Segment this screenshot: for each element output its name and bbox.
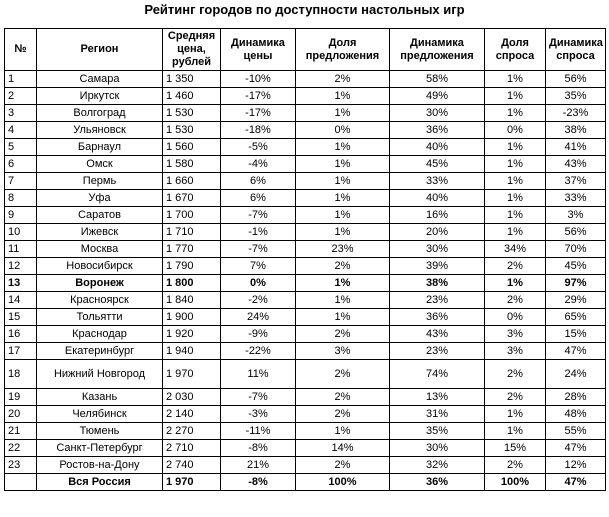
cell-region: Санкт-Петербург [37,440,163,457]
cell-price: 1 790 [163,258,221,275]
header-price-dynamics: Динамика цены [221,29,296,71]
cell-price-dynamics: 21% [221,457,296,474]
cell-price-dynamics: -7% [221,241,296,258]
table-row [5,156,606,173]
header-row [5,29,606,71]
cell-demand-share: 2% [485,292,546,309]
cell-demand-dynamics: 47% [546,474,606,491]
cell-supply-share: 1% [296,224,390,241]
cell-supply-dynamics: 36% [390,122,485,139]
cell-demand-dynamics: 48% [546,406,606,423]
cell-num: 12 [5,258,37,275]
cell-region: Воронеж [37,275,163,292]
cell-region: Саратов [37,207,163,224]
cell-supply-share: 1% [296,275,390,292]
cell-demand-share: 1% [485,423,546,440]
cell-price: 1 800 [163,275,221,292]
cell-region: Уфа [37,190,163,207]
cell-supply-dynamics: 38% [390,275,485,292]
table-row [5,105,606,122]
table-row [5,343,606,360]
cell-price: 1 530 [163,105,221,122]
cell-demand-dynamics: 38% [546,122,606,139]
cell-supply-dynamics: 40% [390,190,485,207]
cell-demand-share: 1% [485,207,546,224]
cell-demand-share: 0% [485,309,546,326]
cell-price: 2 140 [163,406,221,423]
cell-demand-dynamics: 33% [546,190,606,207]
cell-supply-share: 14% [296,440,390,457]
cell-price-dynamics: -17% [221,105,296,122]
cell-region: Вся Россия [37,474,163,491]
cell-price-dynamics: -10% [221,71,296,88]
cell-num: 18 [5,360,37,389]
cell-supply-share: 1% [296,309,390,326]
cell-region: Ижевск [37,224,163,241]
cell-price-dynamics: -18% [221,122,296,139]
cell-num: 20 [5,406,37,423]
cell-demand-dynamics: 35% [546,88,606,105]
cell-price-dynamics: -8% [221,474,296,491]
table-row [5,423,606,440]
table-row [5,241,606,258]
cell-supply-share: 1% [296,190,390,207]
cell-supply-share: 23% [296,241,390,258]
cell-region: Волгоград [37,105,163,122]
cell-region: Челябинск [37,406,163,423]
table-row [5,173,606,190]
cell-num: 3 [5,105,37,122]
cell-supply-share: 3% [296,343,390,360]
cell-demand-share: 1% [485,275,546,292]
cell-region: Иркутск [37,88,163,105]
cell-supply-share: 2% [296,326,390,343]
cell-num [5,474,37,491]
table-row [5,389,606,406]
cell-supply-share: 1% [296,207,390,224]
table-row [5,457,606,474]
cell-demand-dynamics: 97% [546,275,606,292]
cell-region: Ульяновск [37,122,163,139]
cell-supply-dynamics: 32% [390,457,485,474]
cell-demand-share: 100% [485,474,546,491]
header-supply-dynamics: Динамика предложения [390,29,485,71]
cell-num: 10 [5,224,37,241]
table-title: Рейтинг городов по доступности настольных игр [144,2,465,17]
cell-supply-dynamics: 23% [390,292,485,309]
cell-price: 2 740 [163,457,221,474]
cell-num: 19 [5,389,37,406]
cell-demand-share: 2% [485,457,546,474]
cell-price: 1 900 [163,309,221,326]
cell-supply-dynamics: 58% [390,71,485,88]
cell-supply-dynamics: 16% [390,207,485,224]
cell-num: 11 [5,241,37,258]
cell-region: Ростов-на-Дону [37,457,163,474]
header-num: № [5,29,37,71]
cell-region: Барнаул [37,139,163,156]
cell-demand-dynamics: 43% [546,156,606,173]
cell-price-dynamics: -4% [221,156,296,173]
cell-region: Екатеринбург [37,343,163,360]
cell-price: 1 660 [163,173,221,190]
cell-demand-dynamics: 70% [546,241,606,258]
cell-region: Пермь [37,173,163,190]
cell-num: 13 [5,275,37,292]
cell-price-dynamics: 6% [221,190,296,207]
cell-num: 23 [5,457,37,474]
cell-demand-share: 1% [485,139,546,156]
cell-price-dynamics: -9% [221,326,296,343]
cell-price: 2 270 [163,423,221,440]
cell-price-dynamics: -7% [221,207,296,224]
cell-supply-dynamics: 30% [390,440,485,457]
cell-price: 2 030 [163,389,221,406]
cell-region: Омск [37,156,163,173]
table-row [5,309,606,326]
cell-supply-dynamics: 49% [390,88,485,105]
cell-supply-share: 0% [296,122,390,139]
cell-supply-dynamics: 74% [390,360,485,389]
cell-price-dynamics: -22% [221,343,296,360]
cell-supply-dynamics: 13% [390,389,485,406]
cell-demand-share: 1% [485,88,546,105]
table-row [5,122,606,139]
cell-price: 1 770 [163,241,221,258]
cell-demand-dynamics: 12% [546,457,606,474]
cell-demand-dynamics: 24% [546,360,606,389]
cell-demand-dynamics: 41% [546,139,606,156]
cell-supply-dynamics: 36% [390,474,485,491]
cell-supply-share: 2% [296,71,390,88]
cities-rating-table [4,28,606,491]
cell-demand-share: 2% [485,258,546,275]
cell-price: 1 920 [163,326,221,343]
cell-num: 14 [5,292,37,309]
table-row [5,258,606,275]
total-row [5,474,606,491]
cell-supply-share: 1% [296,292,390,309]
cell-price-dynamics: -5% [221,139,296,156]
cell-supply-share: 2% [296,258,390,275]
table-row [5,275,606,292]
cell-demand-dynamics: 55% [546,423,606,440]
table-row [5,190,606,207]
cell-supply-dynamics: 31% [390,406,485,423]
cell-supply-share: 1% [296,105,390,122]
cell-supply-dynamics: 35% [390,423,485,440]
cell-demand-dynamics: 45% [546,258,606,275]
cell-price: 1 670 [163,190,221,207]
cell-region: Казань [37,389,163,406]
table-row [5,360,606,389]
cell-num: 15 [5,309,37,326]
cell-supply-share: 2% [296,457,390,474]
cell-num: 7 [5,173,37,190]
cell-demand-share: 1% [485,105,546,122]
table-row [5,440,606,457]
cell-demand-share: 15% [485,440,546,457]
cell-price-dynamics: -11% [221,423,296,440]
table-row [5,224,606,241]
cell-num: 1 [5,71,37,88]
cell-supply-share: 2% [296,360,390,389]
cell-supply-dynamics: 30% [390,105,485,122]
cell-price: 1 560 [163,139,221,156]
cell-price-dynamics: -7% [221,389,296,406]
cell-demand-dynamics: -23% [546,105,606,122]
cell-region: Краснодар [37,326,163,343]
cell-supply-share: 2% [296,406,390,423]
table-row [5,139,606,156]
cell-supply-share: 1% [296,423,390,440]
cell-demand-share: 2% [485,389,546,406]
cell-num: 21 [5,423,37,440]
table-row [5,71,606,88]
cell-demand-share: 2% [485,360,546,389]
cell-price: 1 350 [163,71,221,88]
cell-demand-share: 1% [485,71,546,88]
table-row [5,406,606,423]
cell-price: 1 970 [163,474,221,491]
cell-region: Москва [37,241,163,258]
cell-price: 1 580 [163,156,221,173]
cell-demand-dynamics: 56% [546,224,606,241]
cell-supply-dynamics: 33% [390,173,485,190]
cell-supply-share: 1% [296,156,390,173]
cell-region: Новосибирск [37,258,163,275]
header-price: Средняя цена, рублей [163,29,221,71]
cell-demand-share: 3% [485,326,546,343]
cell-demand-dynamics: 28% [546,389,606,406]
cell-price-dynamics: 11% [221,360,296,389]
cell-supply-dynamics: 43% [390,326,485,343]
cell-demand-dynamics: 37% [546,173,606,190]
cell-num: 5 [5,139,37,156]
cell-demand-dynamics: 56% [546,71,606,88]
cell-supply-share: 1% [296,139,390,156]
table-row [5,292,606,309]
cell-price: 1 460 [163,88,221,105]
cell-demand-dynamics: 47% [546,343,606,360]
cell-supply-dynamics: 45% [390,156,485,173]
cell-supply-dynamics: 30% [390,241,485,258]
cell-demand-share: 1% [485,173,546,190]
cell-price: 2 710 [163,440,221,457]
cell-supply-dynamics: 20% [390,224,485,241]
cell-num: 9 [5,207,37,224]
cell-supply-share: 1% [296,173,390,190]
cell-price-dynamics: 0% [221,275,296,292]
cell-price: 1 710 [163,224,221,241]
cell-demand-share: 34% [485,241,546,258]
cell-num: 22 [5,440,37,457]
cell-num: 17 [5,343,37,360]
cell-price-dynamics: 24% [221,309,296,326]
cell-price-dynamics: 6% [221,173,296,190]
cell-demand-dynamics: 65% [546,309,606,326]
cell-demand-share: 1% [485,190,546,207]
cell-demand-dynamics: 29% [546,292,606,309]
cell-num: 16 [5,326,37,343]
cell-num: 8 [5,190,37,207]
cell-num: 4 [5,122,37,139]
table-row [5,207,606,224]
cell-num: 2 [5,88,37,105]
cell-price: 1 840 [163,292,221,309]
cell-region: Тольятти [37,309,163,326]
cell-demand-dynamics: 15% [546,326,606,343]
cell-price-dynamics: -1% [221,224,296,241]
cell-demand-share: 1% [485,156,546,173]
cell-price-dynamics: -3% [221,406,296,423]
cell-price: 1 530 [163,122,221,139]
cell-demand-share: 0% [485,122,546,139]
table-row [5,88,606,105]
cell-num: 6 [5,156,37,173]
cell-supply-dynamics: 39% [390,258,485,275]
cell-demand-share: 1% [485,406,546,423]
cell-region: Самара [37,71,163,88]
cell-price-dynamics: -17% [221,88,296,105]
cell-supply-dynamics: 23% [390,343,485,360]
cell-demand-dynamics: 47% [546,440,606,457]
cell-demand-share: 3% [485,343,546,360]
cell-price: 1 970 [163,360,221,389]
header-region: Регион [37,29,163,71]
cell-region: Красноярск [37,292,163,309]
cell-price: 1 700 [163,207,221,224]
cell-region: Нижний Новгород [37,360,163,389]
cell-price: 1 940 [163,343,221,360]
header-demand-dynamics: Динамика спроса [546,29,606,71]
cell-supply-share: 1% [296,88,390,105]
cell-demand-dynamics: 3% [546,207,606,224]
cell-region: Тюмень [37,423,163,440]
cell-supply-share: 2% [296,389,390,406]
cell-demand-share: 1% [485,224,546,241]
table-row [5,326,606,343]
cell-supply-dynamics: 40% [390,139,485,156]
header-demand-share: Доля спроса [485,29,546,71]
header-supply-share: Доля предложения [296,29,390,71]
cell-price-dynamics: -8% [221,440,296,457]
cell-price-dynamics: 7% [221,258,296,275]
cell-supply-share: 100% [296,474,390,491]
cell-supply-dynamics: 36% [390,309,485,326]
cell-price-dynamics: -2% [221,292,296,309]
